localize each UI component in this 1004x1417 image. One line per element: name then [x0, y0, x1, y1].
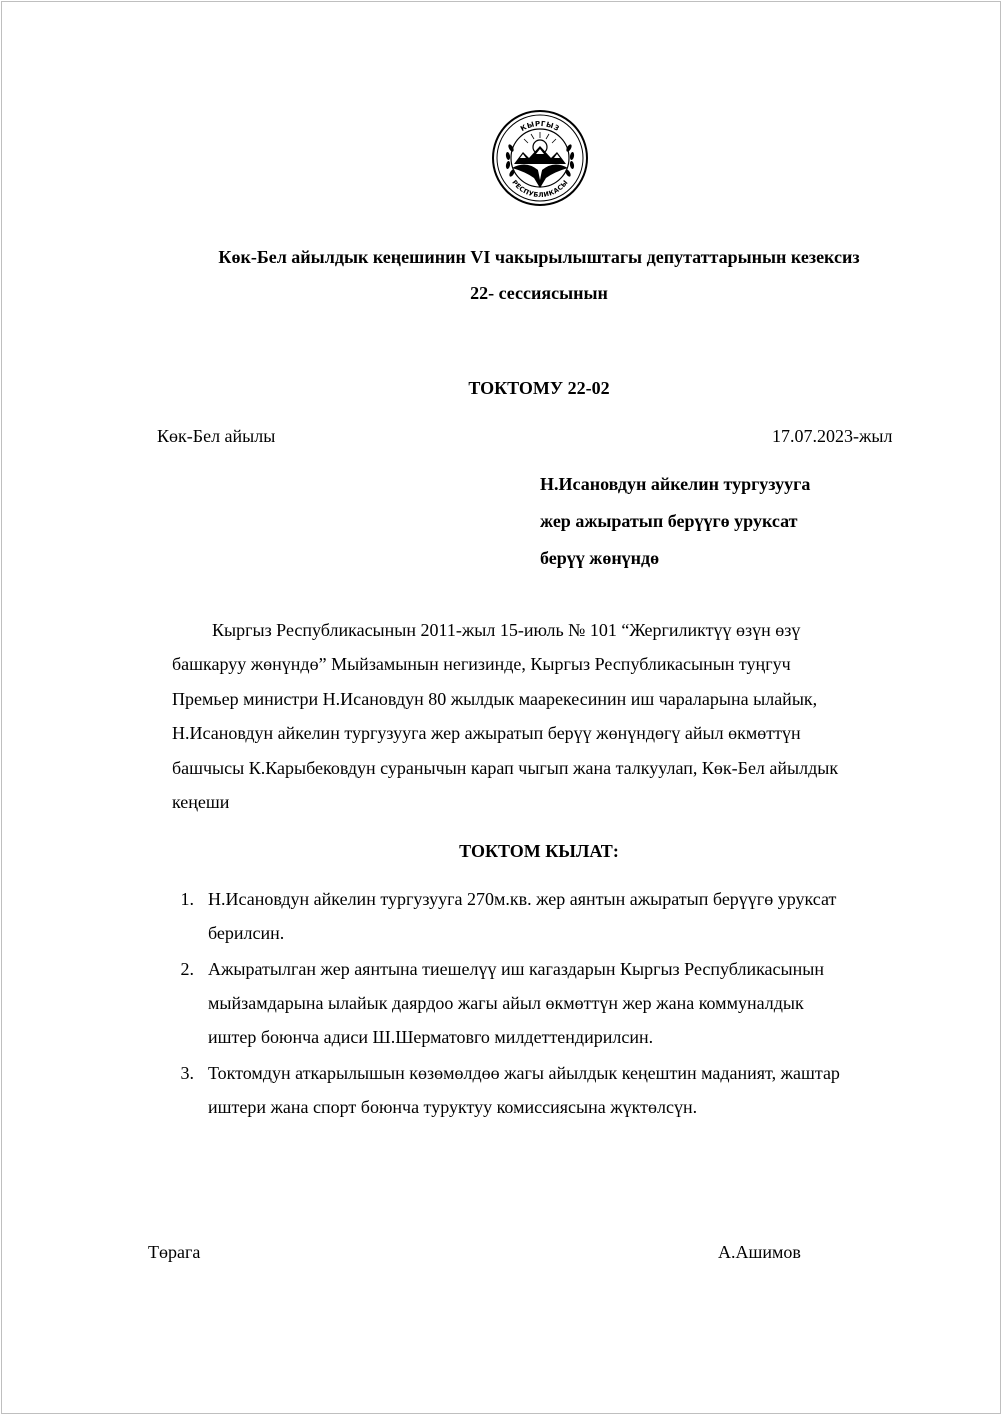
list-item-line: Токтомдун аткарылышын көзөмөлдөө жагы айылдык кеңештин маданият, жаштар: [208, 1063, 840, 1083]
document-page: [1, 1, 1001, 1414]
list-item-line: Н.Исановдун айкелин тургузууга 270м.кв. жер аянтын ажыратып берүүгө уруксат: [208, 889, 837, 909]
list-item-number: 3.: [180, 1063, 194, 1083]
emblem-bottom-text: РЕСПУБЛИКАСЫ: [510, 178, 570, 200]
preamble-line: башчысы К.Карыбековдун суранычын карап чыгып жана талкуулап, Көк-Бел айылдык: [172, 758, 839, 778]
svg-text:КЫРГЫЗ: [519, 120, 561, 133]
signature-name: А.Ашимов: [718, 1242, 801, 1262]
list-item-number: 2.: [180, 959, 194, 979]
session-title-line-1: Көк-Бел айылдык кеңешинин VI чакырылыштагы депутаттарынын кезексиз: [218, 247, 860, 267]
emblem-top-text: КЫРГЫЗ: [519, 119, 561, 134]
preamble-line: кеңеши: [172, 792, 230, 812]
preamble-line: башкаруу жөнүндө” Мыйзамынын негизинде, Кыргыз Республикасынын туңгуч: [172, 654, 791, 674]
date-label: 17.07.2023-жыл: [772, 426, 893, 446]
list-item-line: иштер боюнча адиси Ш.Шерматовго милдеттендирилсин.: [208, 1027, 654, 1047]
list-item-line: Ажыратылган жер аянтына тиешелүү иш кагаздарын Кыргыз Республикасынын: [208, 959, 824, 979]
list-item-number: 1.: [180, 889, 194, 909]
list-item-line: иштери жана спорт боюнча туруктуу комиссиясына жүктөлсүн.: [208, 1097, 698, 1117]
signature-role: Төрага: [148, 1242, 201, 1262]
preamble-line: Премьер министри Н.Исановдун 80 жылдык маарекесинин иш чараларына ылайык,: [172, 689, 818, 709]
list-item-line: берилсин.: [208, 923, 285, 943]
list-item-line: мыйзамдарына ылайык даярдоо жагы айыл өкмөттүн жер жана коммуналдык: [208, 993, 804, 1013]
subject-line-1: Н.Исановдун айкелин тургузууга: [540, 474, 811, 494]
session-title-line-2: 22- сессиясынын: [470, 283, 608, 303]
place-label: Көк-Бел айылы: [157, 426, 276, 446]
kyrgyz-state-emblem-icon: [490, 108, 590, 208]
preamble-line: Кыргыз Республикасынын 2011-жыл 15-июль № 101 “Жергиликтүү өзүн өзү: [212, 620, 801, 640]
preamble-line: Н.Исановдун айкелин тургузууга жер ажыратып берүү жөнүндөгү айыл өкмөттүн: [172, 723, 801, 743]
subject-line-2: жер ажыратып берүүгө уруксат: [540, 511, 798, 531]
subject-line-3: берүү жөнүндө: [540, 548, 660, 568]
decision-title: ТОКТОМУ 22-02: [468, 378, 610, 398]
resolve-heading: ТОКТОМ КЫЛАТ:: [459, 841, 619, 861]
